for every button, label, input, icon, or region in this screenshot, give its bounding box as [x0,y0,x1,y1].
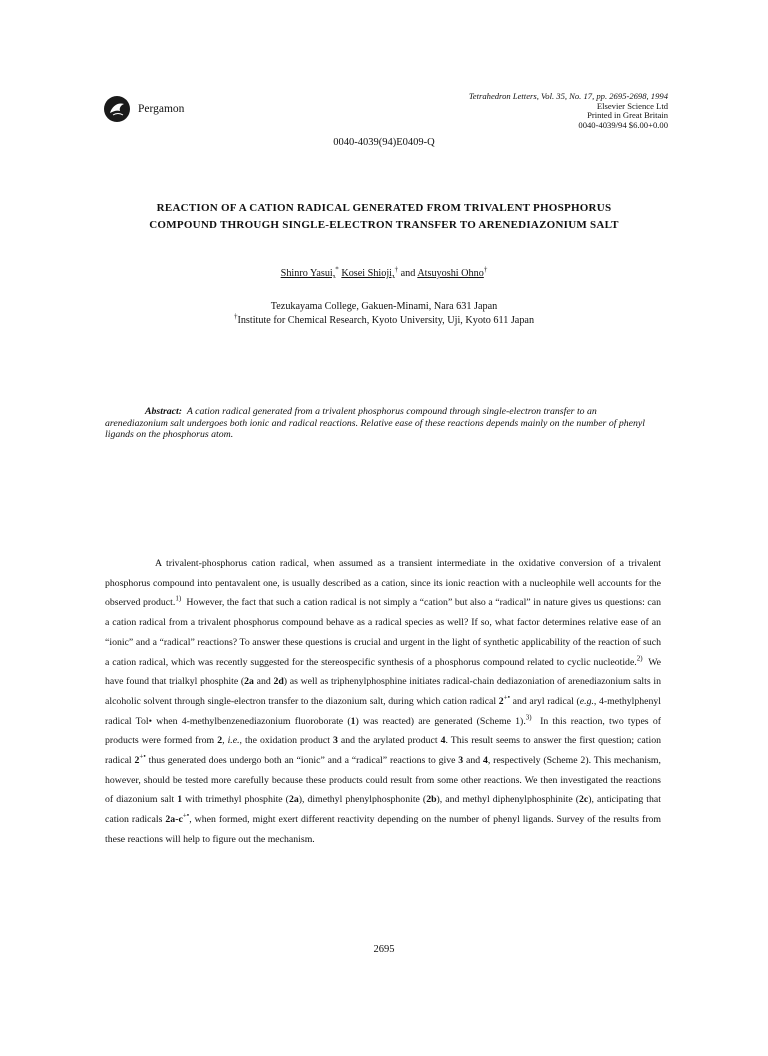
body-sentence: In this reaction, two types of products were formed from [105,715,661,747]
doi-code: 0040-4039(94)E0409-Q [333,137,435,148]
body-sentence: and [466,755,481,767]
affiliation-2 [0,314,768,328]
body-sentence: . This result seems to answer the first question; cation radical [105,735,662,767]
compound-label: 4 [440,735,446,747]
journal-printed: Printed in Great Britain [587,110,668,121]
publisher-logo [104,96,184,122]
compound-label: 3 [332,735,338,747]
body-sentence: and [256,676,271,688]
body-sentence: , 4-methylphenyl radical Tol• when 4-methylbenzenediazonium fluoroborate ( [105,695,662,727]
compound-label: 2a-c [165,814,183,826]
ref-1: 1) [175,595,182,604]
journal-issn: 0040-4039/94 $6.00+0.00 [578,119,668,130]
compound-label: 2a [288,794,299,806]
body-sentence: A trivalent-phosphorus cation radical, when assumed as a transient intermediate in the oxidative conversion of a trivalent phosphorus compound into pentavalent one, is usually described as a cation, since its ionic reaction with a nucleophile well accounts for the observed product. [105,558,661,609]
affiliations [0,300,768,328]
abbrev: e.g. [579,695,594,707]
body-sentence: ) as well as triphenylphosphine initiates radical-chain dediazoniation of arenediazonium salts in alcoholic solvent through single-electron transfer to the diazonium salt, during which cation radical [105,676,661,707]
body-sentence: , when formed, might exert different reactivity depending on the number of phenyl ligands. Survey of the results from these reactions will help to figure out the mechanism. [105,814,661,845]
body-sentence: However, the fact that such a cation radical is not simply a “cation” but also a “radical” in nature gives us questions: can a cation radical from a trivalent phosphorus compound behave as a radical species as well? If so, what factor determines relative ease of an “ionic” and a “radical” reactions? To answer these questions is crucial and urgent in the light of synthetic applicability of the reaction of such a cation radical, which was recently suggested for the stereospecific synthesis of a phosphorus compound related to cyclic nucleotide. [105,597,661,668]
compound-label: 2d [273,676,284,688]
author-3: Atsuyoshi Ohno [417,268,484,279]
abbrev: i.e. [227,735,240,747]
compound-label: 2b [426,794,437,806]
compound-label: 1 [177,794,183,806]
body-sentence: ), anticipating that cation radicals [105,794,661,826]
charge-mark: +• [182,811,190,820]
abstract-label: Abstract: [145,406,183,417]
body-sentence: with trimethyl phosphite ( [185,794,289,806]
author-list [0,265,768,279]
charge-mark: +• [503,693,511,702]
affiliation-2-text: Institute for Chemical Research, Kyoto University, Uji, Kyoto 611 Japan [237,315,535,326]
compound-label: 3 [458,755,464,767]
body-sentence: ), dimethyl phenylphosphonite ( [298,794,427,806]
body-sentence: and aryl radical ( [512,695,580,707]
body-sentence: , respectively (Scheme 2). This mechanism, however, should be tested more carefully because these products could result from some other reactions. We then investigated the reactions of diazonium salt [105,755,661,806]
ref-2: 2) [636,654,643,663]
body-sentence: and the arylated product [340,735,438,747]
author-and: and [400,268,416,279]
body-sentence: ) was reacted) are generated (Scheme 1). [355,715,526,727]
affiliation-1: Tezukayama College, Gakuen-Minami, Nara 631 Japan [270,301,498,312]
journal-info [469,92,668,130]
abstract-text: A cation radical generated from a trivalent phosphorus compound through single-electron transfer to an arenediazonium salt undergoes both ionic and radical reactions. Relative ease of these reactions depends mainly on the number of phenyl ligands on the phosphorus atom. [105,406,646,441]
author-1: Shinro Yasui, [280,268,336,279]
affiliation-2-mark: † [233,312,238,321]
compound-label: 1 [350,715,356,727]
author-2: Kosei Shioji, [341,268,395,279]
journal-citation: Tetrahedron Letters, Vol. 35, No. 17, pp. 2695-2698, 1994 [468,91,668,101]
charge-mark: +• [139,752,146,761]
author-1-mark: * [335,265,339,274]
abstract [105,406,661,441]
pergamon-logo-icon [104,96,130,122]
compound-label: 2a [244,676,254,688]
paper-title [80,200,688,234]
compound-label: 2 [498,695,504,707]
compound-label: 2 [134,755,140,767]
title-line-2: COMPOUND THROUGH SINGLE-ELECTRON TRANSFER TO ARENEDIAZONIUM SALT [149,219,619,231]
page-number: 2695 [373,944,395,955]
body-sentence: We have found that trialkyl phosphite ( [105,656,661,688]
author-2-mark: † [394,265,399,274]
compound-label: 2c [579,794,589,806]
ref-3: 3) [525,713,532,722]
body-paragraph: A trivalent-phosphorus cation radical, when assumed as a transient intermediate in the oxidative conversion of a trivalent phosphorus compound into pentavalent one, is usually described as a cation, since its ionic reaction with a nucleophile well accounts for the observed product.$^{1)}$ However, the fact that such a cation radical is not simply a “cation” but also a “radical” in nature gives us questions: can a cation radical from a trivalent phosphorus compound behave as a radical species as well? If so, what factor determines relative ease of an “ionic” and a “radical” reactions? To answer these questions is crucial and urgent in the light of synthetic applicability of the reaction of such a cation radical, which was recently suggested for the stereospecific synthesis of a phosphorus compound related to cyclic nucleotide.$^{2)}$ We have found that trialkyl phosphite (2a and 2d) as well as triphenylphosphine initiates radical-chain dediazoniation of arenediazonium salts in alcoholic solvent through single-electron transfer to the diazonium salt, during which cation radical 2+• and aryl radical (e.g., 4-methylphenyl radical Tol• when 4-methylbenzenediazonium fluoroborate (1) was reacted) are generated (Scheme 1).$^{3)}$ In this reaction, two types of products were formed from 2, i.e., the oxidation product 3 and the arylated product 4. This result seems to answer the first question; cation radical 2+• thus generated does undergo both an “ionic” and a “radical” reactions to give 3 and 4, respectively (Scheme 2). This mechanism, however, should be tested more carefully because these products could result from some other reactions. We then investigated the reactions of diazonium salt 1 with trimethyl phosphite (2a), dimethyl phenylphosphonite (2b), and methyl diphenylphosphinite (2c), anticipating that cation radicals 2a-c+•, when formed, might exert different reactivity depending on the number of phenyl ligands. Survey of the results from these reactions will help to figure out the mechanism. [105,558,662,845]
author-3-mark: † [483,265,488,274]
journal-publisher: Elsevier Science Ltd [596,100,668,111]
body-sentence: thus generated does undergo both an “ionic” and a “radical” reactions to give [148,755,456,767]
compound-label: 2 [217,735,223,747]
publisher-name: Pergamon [138,103,185,115]
compound-label: 4 [483,755,488,767]
body-sentence: , the oxidation product [239,735,330,747]
body-sentence: ), and methyl diphenylphosphinite ( [436,794,579,806]
title-line-1: REACTION OF A CATION RADICAL GENERATED FROM TRIVALENT PHOSPHORUS [156,202,612,214]
